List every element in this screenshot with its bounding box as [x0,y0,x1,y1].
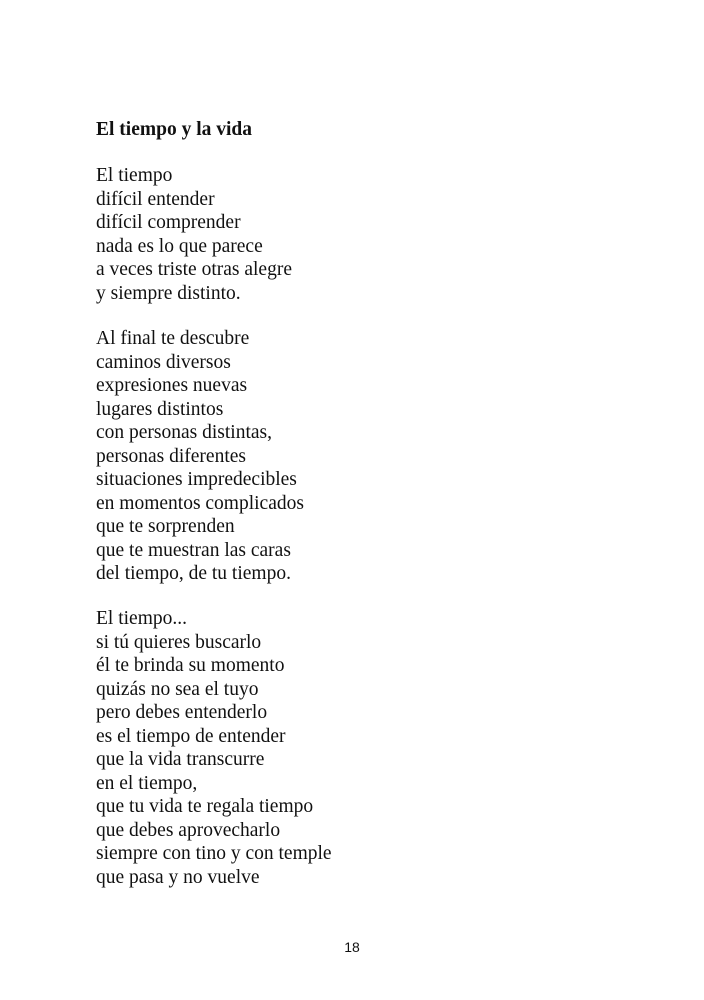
verse-line: que debes aprovecharlo [96,819,281,841]
stanza-3 [96,607,332,889]
verse-line: quizás no sea el tuyo [96,678,259,700]
verse-line: siempre con tino y con temple [96,843,332,864]
verse-line: caminos diversos [96,351,231,373]
verse-line: pero debes entenderlo [96,702,268,723]
verse-line: si tú quieres buscarlo [96,631,262,653]
verse-line: que te muestran las caras [96,539,291,561]
verse-line: él te brinda su momento [96,655,285,676]
verse-line: a veces triste otras alegre [96,259,292,280]
verse-line: que te sorprenden [96,516,235,537]
verse-line: nada es lo que parece [96,235,263,257]
verse-line: en momentos complicados [96,492,304,514]
verse-line: que tu vida te regala tiempo [96,796,314,817]
verse-line: personas diferentes [96,445,246,467]
verse-line: situaciones impredecibles [96,469,297,490]
verse-line: es el tiempo de entender [96,725,286,747]
verse-line: Al final te descubre [96,328,250,349]
verse-line: expresiones nuevas [96,375,248,396]
verse-line: que pasa y no vuelve [96,866,260,888]
poem-title: El tiempo y la vida [96,119,253,140]
verse-line: El tiempo [96,165,173,186]
page-number: 18 [344,939,360,955]
verse-line: con personas distintas, [96,422,273,443]
stanza-1 [96,164,292,305]
verse-line: lugares distintos [96,398,224,420]
verse-line: del tiempo, de tu tiempo. [96,563,291,584]
verse-line: El tiempo... [96,608,187,629]
stanza-2 [96,327,304,586]
verse-line: que la vida transcurre [96,749,265,770]
verse-line: en el tiempo, [96,772,198,794]
verse-line: difícil entender [96,188,215,210]
verse-line: y siempre distinto. [96,282,241,304]
verse-line: difícil comprender [96,212,241,233]
